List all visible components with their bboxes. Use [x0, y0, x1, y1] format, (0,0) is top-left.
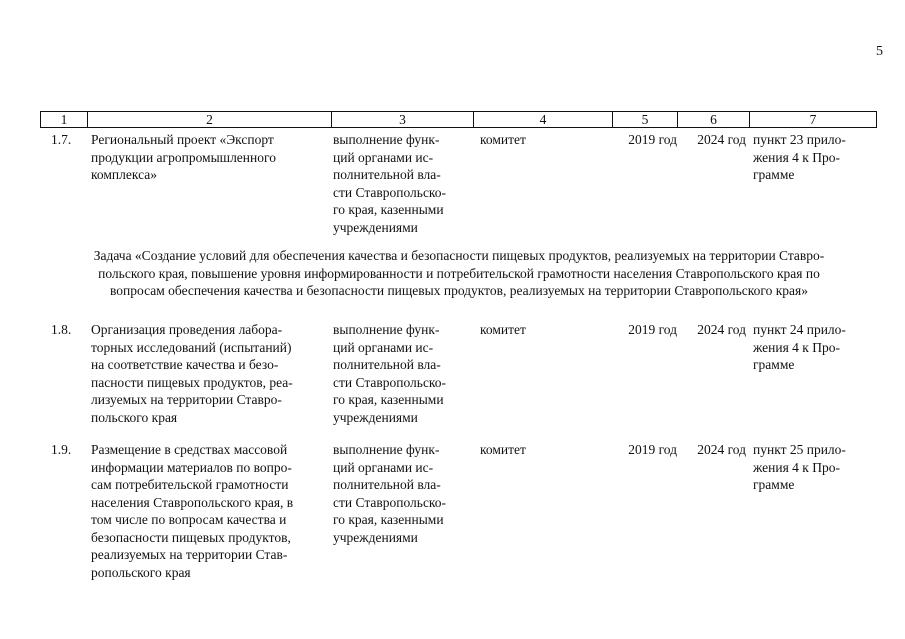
- event-name: [91, 131, 326, 184]
- page-number: 5: [876, 44, 883, 59]
- text-line: сам потребительской грамотности: [91, 477, 289, 492]
- end-year: 2024 год: [697, 442, 746, 457]
- text-line: го края, казенными: [333, 512, 444, 527]
- text-line: сти Ставропольско-: [333, 184, 447, 200]
- text-line: Размещение в средствах массовой: [91, 442, 288, 457]
- text-line: выполнение функ-: [333, 322, 440, 337]
- text-line: польского края, повышение уровня информированности и потребительской грамотности населения Ставропольского края по: [98, 265, 820, 281]
- table-header-row: [40, 111, 877, 128]
- executor: [333, 131, 470, 236]
- text-line: сти Ставропольско-: [333, 494, 447, 510]
- text-line: лизуемых на территории Ставро-: [91, 392, 282, 407]
- text-line: реализуемых на территории Став-: [91, 547, 288, 562]
- task-heading: [44, 247, 874, 300]
- end-year: 2024 год: [697, 132, 746, 147]
- reference: [753, 131, 874, 184]
- text-line: комплекса»: [91, 167, 157, 182]
- text-line: полнительной вла-: [333, 477, 441, 492]
- header-col-4: 4: [474, 112, 613, 127]
- text-line: польского края: [91, 409, 178, 425]
- text-line: ций органами ис-: [333, 459, 434, 475]
- text-line: ций органами ис-: [333, 339, 434, 355]
- text-line: пункт 24 прило-: [753, 322, 846, 337]
- event-name: [91, 441, 326, 581]
- text-line: го края, казенными: [333, 202, 444, 217]
- end-year: 2024 год: [697, 322, 746, 337]
- start-year: 2019 год: [628, 442, 677, 457]
- text-line: Задача «Создание условий для обеспечения качества и безопасности пищевых продуктов, реализуемых на территории Ставро-: [93, 248, 825, 263]
- text-line: пункт 25 прило-: [753, 442, 846, 457]
- text-line: ропольского края: [91, 564, 191, 580]
- text-line: пункт 23 прило-: [753, 132, 846, 147]
- executor: [333, 321, 470, 426]
- text-line: грамме: [753, 167, 795, 182]
- text-line: жения 4 к Про-: [753, 149, 840, 165]
- reference: [753, 441, 874, 494]
- event-name: [91, 321, 326, 426]
- text-line: населения Ставропольского края, в: [91, 494, 294, 510]
- text-line: учреждениями: [333, 409, 418, 425]
- text-line: полнительной вла-: [333, 167, 441, 182]
- header-col-5: 5: [613, 112, 678, 127]
- text-line: сти Ставропольско-: [333, 374, 447, 390]
- text-line: выполнение функ-: [333, 442, 440, 457]
- header-col-3: 3: [332, 112, 474, 127]
- text-line: Региональный проект «Экспорт: [91, 132, 274, 147]
- text-line: жения 4 к Про-: [753, 459, 840, 475]
- text-line: безопасности пищевых продуктов,: [91, 529, 291, 545]
- text-line: ций органами ис-: [333, 149, 434, 165]
- text-line: выполнение функ-: [333, 132, 440, 147]
- text-line: жения 4 к Про-: [753, 339, 840, 355]
- responsible: комитет: [480, 442, 526, 457]
- responsible: комитет: [480, 132, 526, 147]
- text-line: учреждениями: [333, 219, 418, 235]
- executor: [333, 441, 470, 546]
- text-line: на соответствие качества и безо-: [91, 357, 279, 372]
- header-col-1: 1: [41, 112, 88, 127]
- text-line: Организация проведения лабора-: [91, 322, 283, 337]
- row-number: 1.7.: [51, 132, 72, 147]
- text-line: продукции агропромышленного: [91, 149, 276, 165]
- responsible: комитет: [480, 322, 526, 337]
- text-line: пасности пищевых продуктов, реа-: [91, 374, 293, 390]
- header-col-2: 2: [88, 112, 332, 127]
- reference: [753, 321, 874, 374]
- start-year: 2019 год: [628, 132, 677, 147]
- text-line: полнительной вла-: [333, 357, 441, 372]
- text-line: вопросам обеспечения качества и безопасности пищевых продуктов, реализуемых на территории Ставропольского края»: [109, 283, 809, 298]
- text-line: информации материалов по вопро-: [91, 459, 292, 475]
- start-year: 2019 год: [628, 322, 677, 337]
- text-line: учреждениями: [333, 529, 418, 545]
- text-line: грамме: [753, 477, 795, 492]
- text-line: торных исследований (испытаний): [91, 339, 292, 355]
- row-number: 1.9.: [51, 442, 72, 457]
- text-line: го края, казенными: [333, 392, 444, 407]
- row-number: 1.8.: [51, 322, 72, 337]
- header-col-7: 7: [809, 112, 817, 127]
- text-line: том числе по вопросам качества и: [91, 512, 287, 527]
- text-line: грамме: [753, 357, 795, 372]
- header-col-6: 6: [678, 112, 750, 127]
